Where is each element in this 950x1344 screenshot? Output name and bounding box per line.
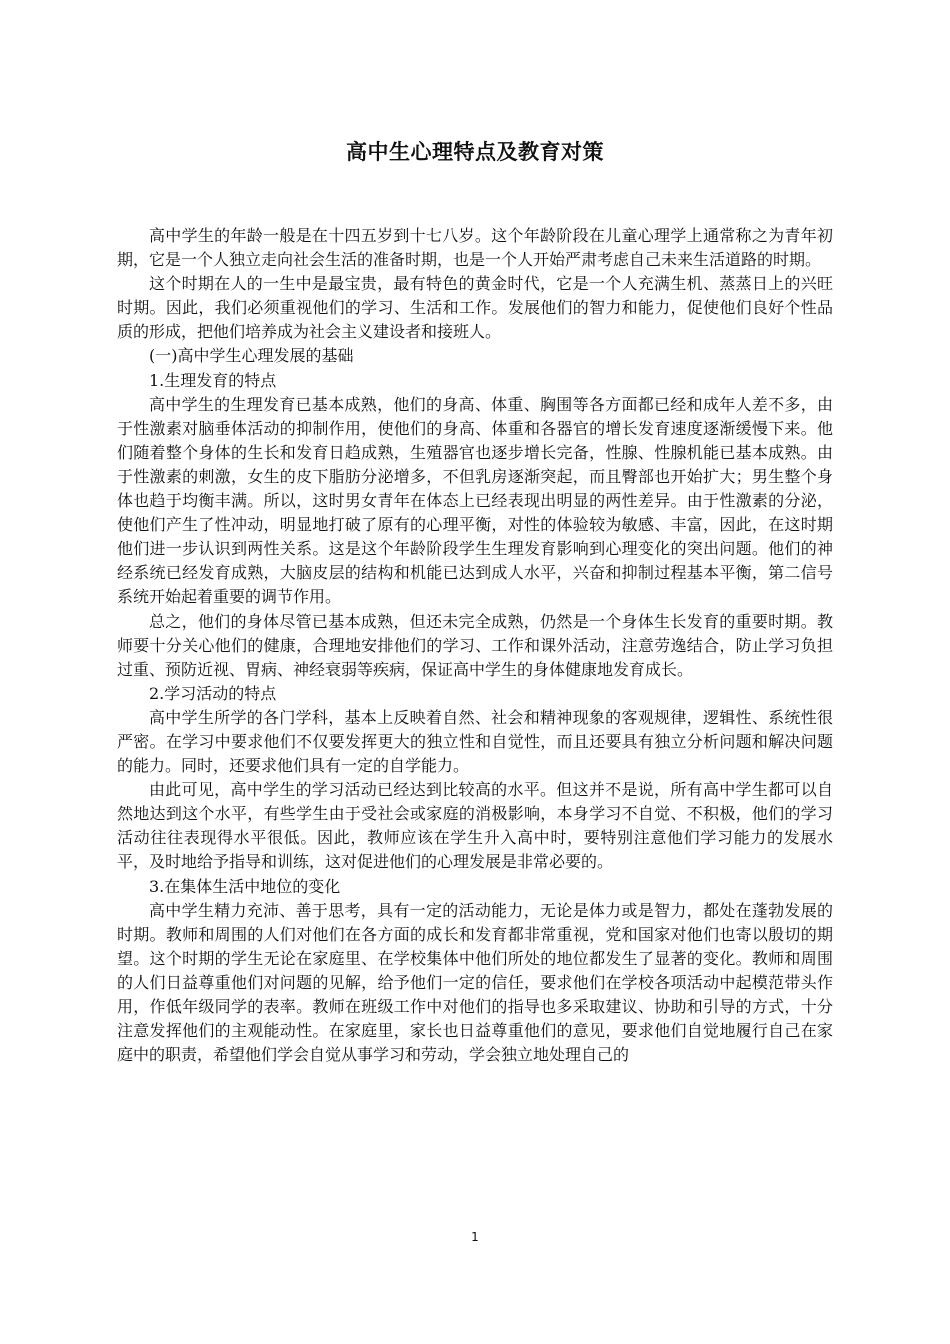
document-body xyxy=(117,224,833,1067)
paragraph-collective-life: 高中学生精力充沛、善于思考，具有一定的活动能力，无论是体力或是智力，都处在蓬勃发展的时期。教师和周围的人们对他们在各方面的成长和发育都非常重视，党和国家对他们也寄以殷切的期望。这个时期的学生无论在家庭里、在学校集体中他们所处的地位都发生了显著的变化。教师和周围的人们日益尊重他们对问题的见解，给予他们一定的信任，要求他们在学校各项活动中起模范带头作用，作低年级同学的表率。教师在班级工作中对他们的指导也多采取建议、协助和引导的方式，十分注意发挥他们的主观能动性。在家庭里，家长也日益尊重他们的意见，要求他们自觉地履行自己在家庭中的职责，希望他们学会自觉从事学习和劳动，学会独立地处理自己的 xyxy=(117,900,833,1065)
paragraph-learning: 高中学生所学的各门学科，基本上反映着自然、社会和精神现象的客观规律，逻辑性、系统性很严密。在学习中要求他们不仅要发挥更大的独立性和自觉性，而且还要具有独立分析问题和解决问题的能力。同时，还要求他们具有一定的自学能力。 xyxy=(117,707,833,776)
paragraph-golden-age: 这个时期在人的一生中是最宝贵，最有特色的黄金时代，它是一个人充满生机、蒸蒸日上的兴旺时期。因此，我们必须重视他们的学习、生活和工作。发展他们的智力和能力，促使他们良好个性品质的形成，把他们培养成为社会主义建设者和接班人。 xyxy=(117,274,833,342)
subheading-learning: 2.学习活动的特点 xyxy=(149,683,277,703)
page-number: 1 xyxy=(471,1230,479,1244)
section-heading-psych-basis: (一)高中学生心理发展的基础 xyxy=(149,346,354,366)
paragraph-physiology-summary: 总之，他们的身体尽管已基本成熟，但还未完全成熟，仍然是一个身体生长发育的重要时期。教师要十分关心他们的健康，合理地安排他们的学习、工作和课外活动，注意劳逸结合，防止学习负担过重、预防近视、胃病、神经衰弱等疾病，保证高中学生的身体健康地发育成长。 xyxy=(117,611,833,679)
document-title: 高中生心理特点及教育对策 xyxy=(346,139,604,164)
paragraph-physiology: 高中学生的生理发育已基本成熟，他们的身高、体重、胸围等各方面都已经和成年人差不多，由于性激素对脑垂体活动的抑制作用，使他们的身高、体重和各器官的增长发育速度逐渐缓慢下来。他们随着整个身体的生长和发育日趋成熟，生殖器官也逐步增长完备，性腺、性腺机能已基本成熟。由于性激素的刺激，女生的皮下脂肪分泌增多，不但乳房逐渐突起，而且臀部也开始扩大；男生整个身体也趋于均衡丰满。所以，这时男女青年在体态上已经表现出明显的两性差异。由于性激素的分泌，使他们产生了性冲动，明显地打破了原有的心理平衡，对性的体验较为敏感、丰富，因此，在这时期他们进一步认识到两性关系。这是这个年龄阶段学生生理发育影响到心理变化的突出问题。他们的神经系统已经发育成熟，大脑皮层的结构和机能已达到成人水平，兴奋和抑制过程基本平衡，第二信号系统开始起着重要的调节作用。 xyxy=(117,394,833,607)
subheading-physiology: 1.生理发育的特点 xyxy=(149,370,277,390)
paragraph-intro-age: 高中学生的年龄一般是在十四五岁到十七八岁。这个年龄阶段在儿童心理学上通常称之为青年初期，它是一个人独立走向社会生活的准备时期，也是一个人开始严肃考虑自己未来生活道路的时期。 xyxy=(117,226,833,270)
subheading-collective-life: 3.在集体生活中地位的变化 xyxy=(149,876,341,896)
paragraph-learning-level: 由此可见，高中学生的学习活动已经达到比较高的水平。但这并不是说，所有高中学生都可以自然地达到这个水平，有些学生由于受社会或家庭的消极影响，本身学习不自觉、不积极，他们的学习活动往往表现得水平很低。因此，教师应该在学生升入高中时，要特别注意他们学习能力的发展水平，及时地给予指导和训练，这对促进他们的心理发展是非常必要的。 xyxy=(117,780,833,872)
